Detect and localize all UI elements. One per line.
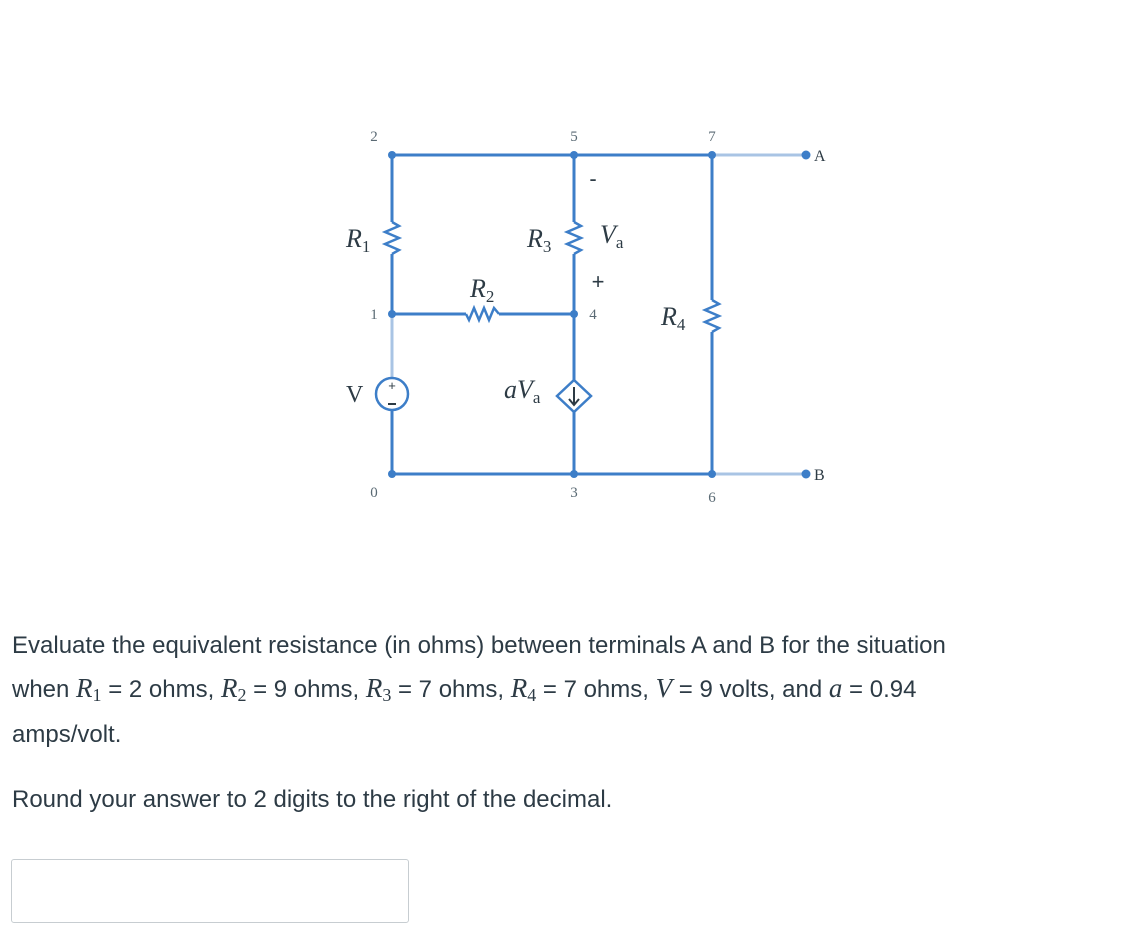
r2-sub: 2 <box>237 685 247 705</box>
question-paragraph <box>12 624 1127 756</box>
va-plus-sign: + <box>591 269 605 294</box>
node-6-dot <box>708 470 716 478</box>
question-text <box>12 624 1127 821</box>
node-1-label: 1 <box>370 307 378 323</box>
a-var: a <box>828 673 843 703</box>
node-3-dot <box>570 470 578 478</box>
node-0-label: 0 <box>370 485 378 501</box>
node-2-label: 2 <box>370 129 378 145</box>
r4-value: = 7 ohms, <box>536 676 656 703</box>
terminal-b-dot <box>802 470 811 479</box>
r4-label: R4 <box>661 302 686 334</box>
r3-value: = 7 ohms, <box>391 676 511 703</box>
node-5-dot <box>570 151 578 159</box>
node-7-dot <box>708 151 716 159</box>
r2-label: R2 <box>470 274 495 306</box>
source-v-label: V <box>346 382 364 408</box>
r3-zigzag <box>567 222 581 254</box>
r1-zigzag <box>385 222 399 254</box>
node-5-label: 5 <box>570 129 578 145</box>
r1-value: = 2 ohms, <box>101 676 221 703</box>
node-1-dot <box>388 310 396 318</box>
r4-sub: 4 <box>527 685 537 705</box>
va-minus-sign: - <box>589 166 597 191</box>
node-7-label: 7 <box>708 129 716 145</box>
terminal-b-label: B <box>814 467 825 484</box>
r3-sub: 3 <box>382 685 392 705</box>
node-4-dot <box>570 310 578 318</box>
r4-var: R <box>510 673 528 703</box>
terminal-a-dot <box>802 151 811 160</box>
source-plus-sign: + <box>388 378 396 393</box>
a-value: = 0.94 <box>842 676 917 703</box>
r4-zigzag <box>705 300 719 332</box>
r2-var: R <box>220 673 238 703</box>
r2-zigzag <box>466 308 499 320</box>
node-4-label: 4 <box>589 307 597 323</box>
r1-label: R1 <box>346 224 371 256</box>
question-line-1: Evaluate the equivalent resistance (in ohms) between terminals A and B for the situation <box>12 632 946 659</box>
r1-sub: 1 <box>92 685 102 705</box>
node-3-label: 3 <box>570 485 578 501</box>
terminal-a-label: A <box>814 148 826 165</box>
dependent-source-label: aVa <box>504 375 541 407</box>
when-text: when <box>12 676 77 703</box>
r1-var: R <box>76 673 93 703</box>
answer-input[interactable] <box>11 859 409 923</box>
rounding-instruction: Round your answer to 2 digits to the right of the decimal. <box>12 786 613 813</box>
units-text: amps/volt. <box>12 721 122 748</box>
va-label: Va <box>600 220 624 252</box>
v-var: V <box>655 673 673 703</box>
r2-value: = 9 ohms, <box>246 676 366 703</box>
r3-var: R <box>365 673 383 703</box>
node-2-dot <box>388 151 396 159</box>
r3-label: R3 <box>527 224 552 256</box>
node-6-label: 6 <box>708 490 716 506</box>
node-0-dot <box>388 470 396 478</box>
v-value: = 9 volts, and <box>672 676 829 703</box>
